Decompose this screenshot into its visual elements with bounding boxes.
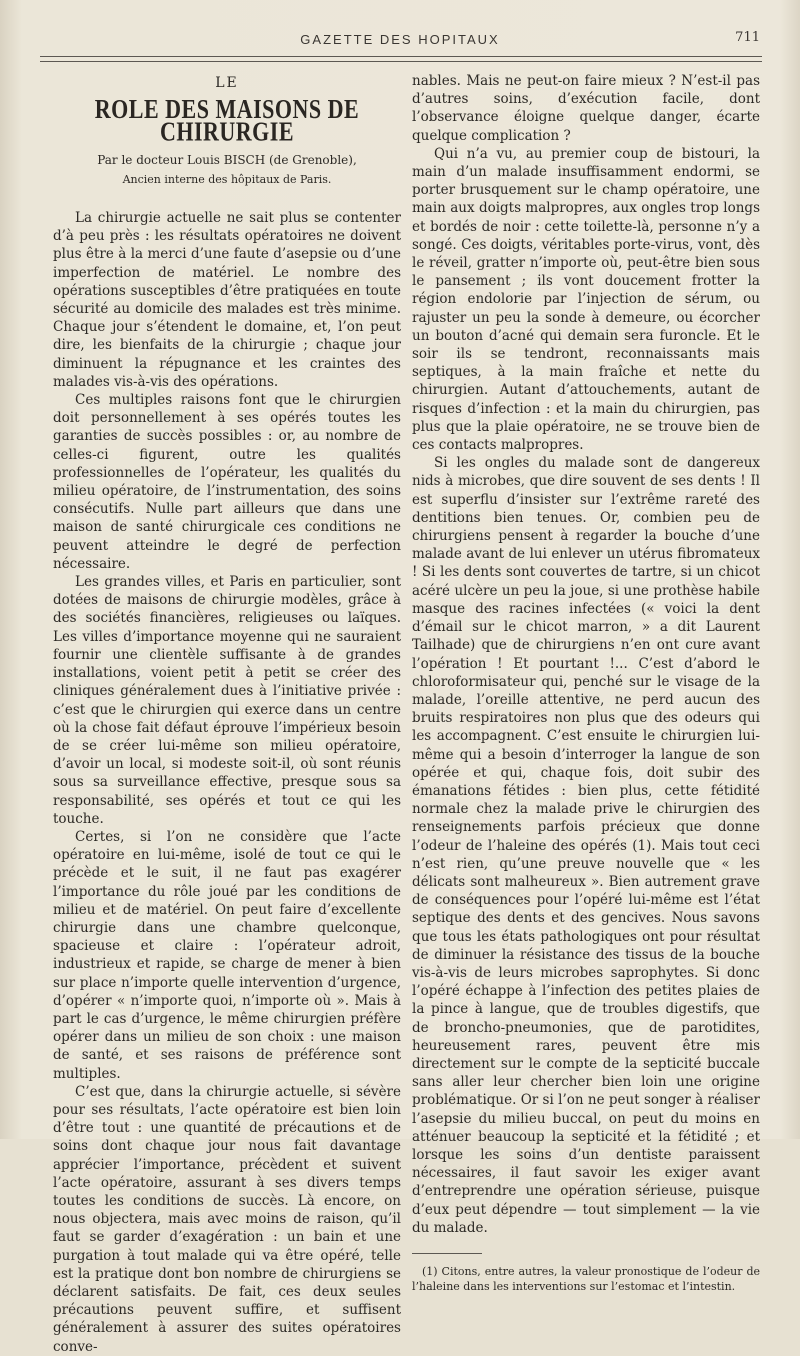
paragraph: Ces multiples raisons font que le chirurgien doit personnellement à ses opérés toutes les garanties de succès possibles : or, au nombre de celles-ci figurent, outre les qualités professionnelles de l’opérateur, les qualités du milieu opératoire, de l’instrumentation, des soins consécutifs. Nulle part ailleurs que dans une maison de santé chirurgicale ces conditions ne peuvent atteindre le degré de perfection nécessaire. <box>53 392 401 572</box>
paragraph: La chirurgie actuelle ne sait plus se contenter d’à peu près : les résultats opératoires ne doivent plus être à la merci d’une faute d’asepsie ou d’une imperfection de matériel. Le nombre des opérations susceptibles d’être pratiquées en toute sécurité au domicile des malades est très minime. Chaque jour s’étendent le domaine, et, l’on peut dire, les bienfaits de la chirurgie ; chaque jour diminuent la répugnance et les craintes des malades vis-à-vis des opérations. <box>53 210 401 390</box>
footnote-rule <box>412 1253 482 1254</box>
paragraph: C’est que, dans la chirurgie actuelle, si sévère pour ses résultats, l’acte opératoire est bien loin d’être tout : une quantité de précautions et de soins dont chaque jour nous fait davantage apprécier l’importance, précèdent et suivent l’acte opératoire, assurant à ses divers temps toutes les conditions de succès. Là encore, on nous objectera, mais avec moins de raison, qu’il faut se garder d’exagération : un bain et une purgation à tout malade qui va être opéré, telle est la pratique dont bon nombre de chirurgiens se déclarent satisfaits. De fait, ces deux seules précautions peuvent suffire, et suffisent généralement à assurer des suites opératoires conve- <box>53 1083 401 1355</box>
paragraph: nables. Mais ne peut-on faire mieux ? N’est-il pas d’autres soins, d’exécution facile, dont l’observance éloigne quelque danger, écarte quelque complication ? <box>412 73 760 144</box>
header-rule-bottom <box>40 61 762 62</box>
paragraph: Qui n’a vu, au premier coup de bistouri, la main d’un malade insuffisamment endormi, se porter brusquement sur le champ opératoire, une main aux doigts malpropres, aux ongles trop longs et bordés de noir : cette toilette-là, personne n’y a songé. Ces doigts, véritables porte-virus, vont, dès le réveil, gratter n’importe où, peut-être bien sous le pansement ; ils vont doucement frotter la région endolorie par l’injection de sérum, ou rajuster un peu la sonde à demeure, ou écorcher un bouton d’acné qui demain sera furoncle. Et le soir ils se tendront, reconnaissants mais septiques, à la main fraîche et nette du chirurgien. Autant d’attouchements, autant de risques d’infection : et la main du chirurgien, pas plus que la plaie opératoire, ne se trouve bien de ces contacts malpropres. <box>412 145 760 454</box>
header-rule-top <box>40 56 762 57</box>
article-pre-title: LE <box>215 75 239 91</box>
right-column <box>412 72 760 1294</box>
article-byline-credentials: Ancien interne des hôpitaux de Paris. <box>122 172 332 186</box>
publication-title: GAZETTE DES HOPITAUX <box>300 32 500 47</box>
article-byline: Par le docteur Louis BISCH (de Grenoble), <box>97 152 357 167</box>
footnote: (1) Citons, entre autres, la valeur pronostique de l’odeur de l’haleine dans les interventions sur l’estomac et l’intestin. <box>412 1265 760 1293</box>
paragraph: Si les ongles du malade sont de dangereux nids à microbes, que dire souvent de ses dents ! Il est superflu d’insister sur l’extrême rareté des dentitions bien tenues. Or, combien peu de chirurgiens pensent à regarder la bouche d’une malade avant de lui enlever un utérus fibromateux ! Si les dents sont couvertes de tartre, si un chicot acéré ulcère un peu la joue, si une prothèse habile masque des racines infectées (« voici la dent d’émail sur le chicot marron, » a dit Laurent Tailhade) que de chirurgiens n’en ont cure avant l’opération ! Et pourtant !... C’est d’abord le chloroformisateur qui, penché sur le visage de la malade, l’oreille attentive, ne perd aucun des bruits respiratoires non plus que des odeurs qui les accompagnent. C’est ensuite le chirurgien lui-même qui a besoin d’interroger la langue de son opérée et qui, chaque fois, doit subir des émanations fétides : bien plus, cette fétidité normale chez la malade prive le chirurgien des renseignements parfois précieux que donne l’odeur de l’haleine des opérés (1). Mais tout ceci n’est rien, qu’une preuve nouvelle que « les délicats sont malheureux ». Bien autrement grave de conséquences pour l’opéré lui-même est l’état septique des dents et des gencives. Nous savons que tous les états pathologiques ont pour résultat de diminuer la résistance des tissus de la bouche vis-à-vis de leurs microbes saprophytes. Si donc l’opéré échappe à l’infection des petites plaies de la pince à langue, que de troubles digestifs, que de broncho-pneumonies, que de parotidites, heureusement rares, peuvent être mis directement sur le compte de la septicité buccale sans aller leur chercher bien loin une origine problématique. Or si l’on ne peut songer à réaliser l’asepsie du milieu buccal, on peut du moins en atténuer beaucoup la septicité et la fétidité ; et lorsque les soins d’un dentiste paraissent nécessaires, il faut savoir les exiger avant d’entreprendre une opération sérieuse, puisque d’eux peut dépendre — tout simplement — la vie du malade. <box>412 455 760 1236</box>
page-header <box>40 30 760 52</box>
paragraph: Les grandes villes, et Paris en particulier, sont dotées de maisons de chirurgie modèles, grâce à des sociétés financières, religieuses ou laïques. Les villes d’importance moyenne qui ne sauraient fournir une clientèle suffisante à de grandes installations, voient petit à petit se créer des cliniques généralement dues à l’initiative privée : c’est que le chirurgien qui exerce dans un centre où la chose fait défaut éprouve l’impérieux besoin de se créer lui-même son milieu opératoire, d’avoir un local, si modeste soit-il, où sont réunis sous sa surveillance effective, presque sous sa responsabilité, ses opérés et tout ce qui les touche. <box>53 574 401 827</box>
article-title: ROLE DES MAISONS DE CHIRURGIE <box>94 93 360 148</box>
left-column <box>53 70 401 1356</box>
paragraph: Certes, si l’on ne considère que l’acte opératoire en lui-même, isolé de tout ce qui le précède et le suit, il ne faut pas exagérer l’importance du rôle joué par les conditions de milieu et de matériel. On peut faire d’excellente chirurgie dans une chambre quelconque, spacieuse et claire : l’opérateur adroit, industrieux et rapide, se charge de mener à bien sur place n’importe quelle intervention d’urgence, d’opérer « n’importe quoi, n’importe où ». Mais à part le cas d’urgence, le même chirurgien préfère opérer dans un milieu de son choix : une maison de santé, et ses raisons de préférence sont multiples. <box>53 828 401 1082</box>
page-number: 711 <box>735 30 760 45</box>
